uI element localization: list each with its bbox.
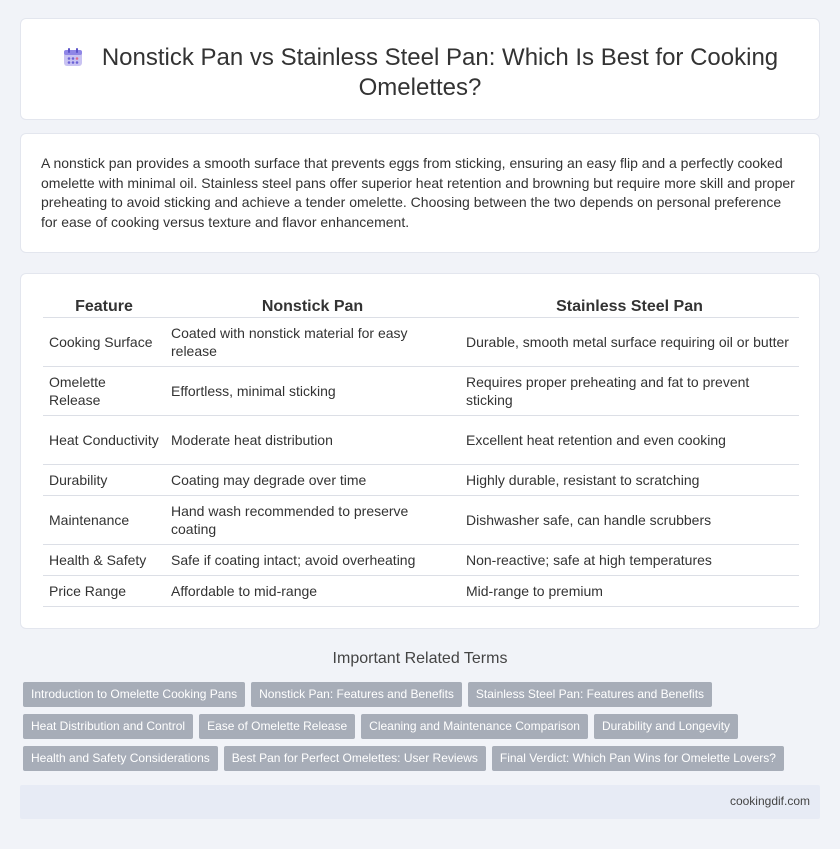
table-cell: Dishwasher safe, can handle scrubbers	[460, 496, 799, 545]
table-cell: Coated with nonstick material for easy release	[165, 318, 460, 367]
table-cell: Durable, smooth metal surface requiring oil or butter	[460, 318, 799, 367]
intro-paragraph: A nonstick pan provides a smooth surface that prevents eggs from sticking, ensuring an easy flip and a perfectly cooked omelette with minimal oil. Stainless steel pans offer superior heat retention and browning but require more skill and proper preheating to avoid sticking and achieve a tender omelette. Choosing between the two depends on personal preference for ease of cooking versus texture and flavor enhancement.	[41, 155, 795, 230]
table-cell: Safe if coating intact; avoid overheating	[165, 545, 460, 576]
table-cell: Non-reactive; safe at high temperatures	[460, 545, 799, 576]
related-tag[interactable]: Ease of Omelette Release	[199, 714, 355, 739]
table-cell: Highly durable, resistant to scratching	[460, 465, 799, 496]
related-tag[interactable]: Introduction to Omelette Cooking Pans	[23, 682, 245, 707]
related-tag[interactable]: Health and Safety Considerations	[23, 746, 218, 771]
table-cell: Durability	[43, 465, 165, 496]
table-row	[43, 545, 799, 576]
comparison-table	[43, 296, 799, 607]
tag-row	[23, 746, 823, 778]
table-row	[43, 496, 799, 545]
table-cell: Hand wash recommended to preserve coating	[165, 496, 460, 545]
comparison-card	[20, 273, 820, 629]
table-cell: Maintenance	[43, 496, 165, 545]
table-row	[43, 465, 799, 496]
table-row	[43, 318, 799, 367]
footer-site-link[interactable]: cookingdif.com	[729, 794, 810, 808]
related-tag[interactable]: Best Pan for Perfect Omelettes: User Reviews	[224, 746, 486, 771]
table-row	[43, 416, 799, 465]
footer	[20, 785, 820, 819]
table-cell: Omelette Release	[43, 367, 165, 416]
table-cell: Cooking Surface	[43, 318, 165, 367]
related-terms-title: Important Related Terms	[332, 650, 508, 667]
table-cell: Price Range	[43, 576, 165, 607]
related-tag[interactable]: Cleaning and Maintenance Comparison	[361, 714, 588, 739]
table-cell: Requires proper preheating and fat to prevent sticking	[460, 367, 799, 416]
related-tag[interactable]: Final Verdict: Which Pan Wins for Omelette Lovers?	[492, 746, 784, 771]
tag-row	[23, 714, 823, 746]
page-title-wrap	[51, 43, 789, 103]
table-cell: Effortless, minimal sticking	[165, 367, 460, 416]
table-cell: Affordable to mid-range	[165, 576, 460, 607]
page-title: Nonstick Pan vs Stainless Steel Pan: Which Is Best for Cooking Omelettes?	[101, 44, 779, 101]
table-cell: Excellent heat retention and even cooking	[460, 416, 799, 465]
table-cell: Mid-range to premium	[460, 576, 799, 607]
related-tag[interactable]: Nonstick Pan: Features and Benefits	[251, 682, 462, 707]
tag-row	[23, 682, 823, 714]
table-row	[43, 576, 799, 607]
related-tag[interactable]: Durability and Longevity	[594, 714, 738, 739]
header-stainless: Stainless Steel Pan	[460, 296, 799, 318]
table-cell: Heat Conductivity	[43, 416, 165, 465]
table-cell: Moderate heat distribution	[165, 416, 460, 465]
intro-card	[20, 133, 820, 253]
table-header-row	[43, 296, 799, 318]
table-cell: Coating may degrade over time	[165, 465, 460, 496]
related-terms-list	[23, 682, 823, 778]
header-feature: Feature	[43, 296, 165, 318]
header-nonstick: Nonstick Pan	[165, 296, 460, 318]
table-row	[43, 367, 799, 416]
header-card	[20, 18, 820, 120]
calendar-icon	[62, 46, 84, 68]
related-tag[interactable]: Stainless Steel Pan: Features and Benefits	[468, 682, 712, 707]
table-cell: Health & Safety	[43, 545, 165, 576]
related-tag[interactable]: Heat Distribution and Control	[23, 714, 193, 739]
